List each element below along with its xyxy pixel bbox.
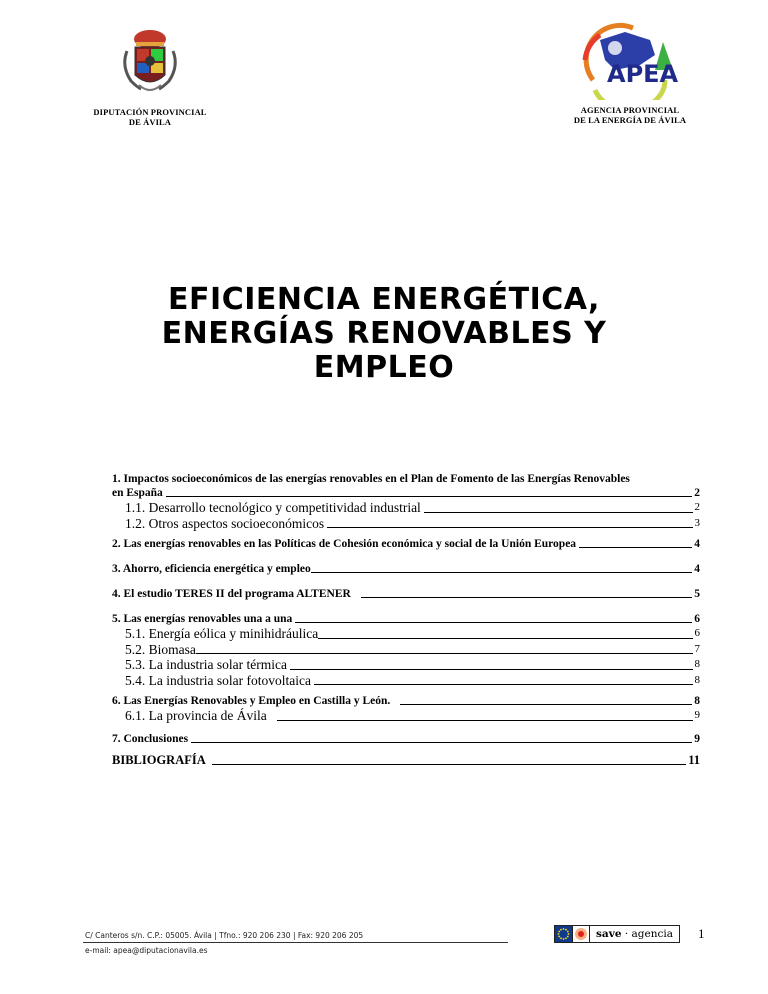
toc-item-label: 6. Las Energías Renovables y Empleo en Castilla y León. [112, 695, 391, 707]
toc-item-6[interactable] [112, 694, 700, 708]
save-agencia-badge [554, 925, 680, 943]
toc-page-number: 6 [694, 627, 700, 639]
toc-page-number: 4 [694, 563, 700, 575]
page-number: 1 [698, 926, 705, 941]
toc-leader [318, 638, 692, 639]
agencia-text: · agencia [621, 928, 673, 940]
toc-item-2[interactable] [112, 537, 700, 551]
toc-item-label: 5.2. Biomasa [125, 641, 196, 657]
toc-page-number: 2 [694, 501, 700, 513]
toc-item-5-1[interactable] [112, 626, 700, 642]
toc-item-label: 5.3. La industria solar térmica [125, 657, 287, 672]
title-line1: EFICIENCIA ENERGÉTICA, [168, 282, 600, 317]
toc-item-3[interactable] [112, 562, 700, 576]
toc-leader [311, 572, 693, 573]
toc-item-label: BIBLIOGRAFÍA [112, 752, 206, 767]
toc-item-label: 7. Conclusiones [112, 732, 189, 745]
toc-item-label: 5.1. Energía eólica y minihidráulica [125, 626, 319, 641]
apea-caption-line2: DE LA ENERGÍA DE ÁVILA [573, 115, 687, 125]
toc-item-label: 1.1. Desarrollo tecnológico y competitividad industrial [125, 500, 421, 515]
toc-item-label: 5.4. La industria solar fotovoltaica [125, 672, 311, 688]
toc-item-6-1[interactable] [112, 708, 700, 724]
toc-page-number: 5 [694, 588, 700, 600]
save-agencia-label [589, 926, 679, 942]
toc-leader [196, 653, 693, 654]
toc-page-number: 4 [694, 538, 700, 550]
toc-page-number: 8 [694, 695, 700, 707]
toc-item-label: en España [112, 487, 163, 499]
diputacion-logo [60, 25, 240, 127]
toc-item-label: 1.2. Otros aspectos socioeconómicos [125, 515, 325, 531]
toc-leader [314, 684, 693, 685]
toc-item-label: 1. Impactos socioeconómicos de las energías renovables en el Plan de Fomento de las Energías Renovables [112, 473, 630, 485]
toc-leader [277, 720, 693, 721]
toc-page-number: 3 [694, 516, 700, 529]
diputacion-caption-line1: DIPUTACIÓN PROVINCIAL [93, 107, 207, 117]
table-of-contents [112, 472, 700, 768]
toc-page-number: 11 [688, 752, 700, 767]
toc-item-5-2[interactable] [112, 642, 700, 658]
footer-email: e-mail: apea@diputacionavila.es [85, 946, 208, 955]
toc-leader [290, 669, 693, 670]
apea-logo-icon [555, 20, 705, 100]
toc-page-number: 8 [694, 673, 700, 686]
footer-divider [83, 942, 508, 943]
toc-item-5-4[interactable] [112, 673, 700, 689]
toc-item-label: 4. El estudio TERES II del programa ALTENER [112, 588, 351, 600]
toc-item-4[interactable] [112, 587, 700, 601]
apea-caption [540, 105, 720, 125]
toc-leader [166, 496, 692, 497]
toc-item-1-1[interactable] [112, 500, 700, 516]
toc-leader [400, 704, 692, 705]
toc-leader [361, 597, 692, 598]
diputacion-caption [60, 107, 240, 127]
toc-item-5-3[interactable] [112, 657, 700, 673]
footer-address: C/ Canteros s/n. C.P.: 05005. Ávila | Tfno.: 920 206 230 | Fax: 920 206 205 [85, 931, 364, 940]
toc-item-label: 2. Las energías renovables en las Políticas de Cohesión económica y social de la Unión Europea [112, 538, 577, 550]
document-title [100, 283, 668, 385]
toc-item-7[interactable] [112, 732, 700, 746]
toc-item-label: 3. Ahorro, eficiencia energética y empleo [112, 563, 311, 575]
toc-page-number: 9 [694, 709, 700, 721]
apea-caption-line1: AGENCIA PROVINCIAL [580, 105, 680, 115]
toc-item-bibliografia[interactable] [112, 752, 700, 768]
toc-page-number: 8 [694, 658, 700, 670]
toc-leader [327, 527, 692, 528]
toc-page-number: 2 [694, 487, 700, 499]
toc-leader [424, 512, 693, 513]
save-bold-text: save [596, 928, 622, 940]
toc-item-5[interactable] [112, 612, 700, 626]
toc-leader [212, 764, 686, 765]
title-line3: EMPLEO [313, 350, 455, 385]
diputacion-caption-line2: DE ÁVILA [128, 117, 172, 127]
toc-item-label: 5. Las energías renovables una a una [112, 613, 293, 625]
svg-text:APEA: APEA [607, 60, 679, 88]
toc-leader [295, 622, 692, 623]
apea-logo [540, 20, 720, 125]
eu-flag-icon [555, 926, 572, 942]
toc-leader [579, 547, 692, 548]
toc-page-number: 6 [694, 613, 700, 625]
toc-item-1[interactable] [112, 472, 700, 500]
save-ring-icon [572, 926, 589, 942]
toc-leader [191, 742, 692, 743]
toc-item-1-2[interactable] [112, 516, 700, 532]
toc-page-number: 7 [694, 642, 700, 655]
title-line2: ENERGÍAS RENOVABLES Y [161, 316, 607, 351]
toc-item-label: 6.1. La provincia de Ávila [125, 708, 267, 723]
coat-of-arms-icon [115, 25, 185, 100]
toc-page-number: 9 [694, 732, 700, 745]
